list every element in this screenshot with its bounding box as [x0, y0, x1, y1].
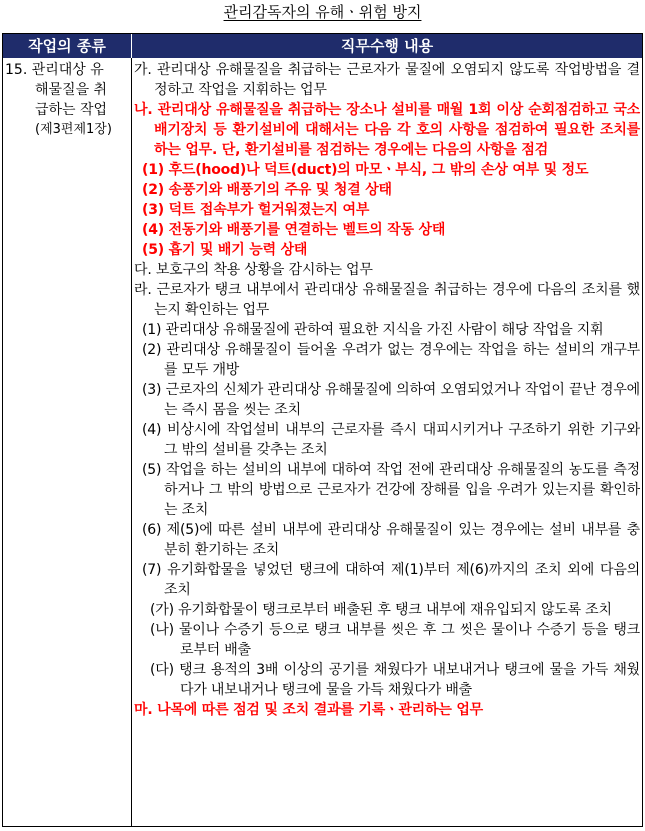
duty-subitem: (5) 작업을 하는 설비의 내부에 대하여 작업 전에 관리대상 유해물질의 농도를 측정하거나 그 밖의 방법으로 근로자가 건강에 장해를 입을 우려가 있는지를 확인하는 조치 — [142, 462, 640, 518]
work-type-line: 해물질을 취 — [35, 82, 108, 98]
duty-table — [2, 33, 643, 827]
duty-subsubitem: (가) 유기화합물이 탱크로부터 배출된 후 탱크 내부에 재유입되지 않도록 조치 — [150, 602, 612, 618]
duty-subitem-highlight: (1) 후드(hood)나 덕트(duct)의 마모ㆍ부식, 그 밖의 손상 여부 및 정도 — [142, 162, 589, 178]
column-divider — [131, 58, 132, 826]
duty-item: 가. 관리대상 유해물질을 취급하는 근로자가 물질에 오염되지 않도록 작업방법을 결정하고 작업을 지휘하는 업무 — [134, 62, 640, 98]
duty-subitem: (4) 비상시에 작업설비 내부의 근로자를 즉시 대피시키거나 구조하기 위한 기구와 그 밖의 설비를 갖추는 조치 — [142, 422, 640, 458]
duty-subitem: (6) 제(5)에 따른 설비 내부에 관리대상 유해물질이 있는 경우에는 설비 내부를 충분히 환기하는 조치 — [142, 522, 640, 558]
header-work-type: 작업의 종류 — [28, 37, 106, 55]
duty-subitem-highlight: (4) 전동기와 배풍기를 연결하는 벨트의 작동 상태 — [142, 222, 446, 238]
duty-item: 라. 근로자가 탱크 내부에서 관리대상 유해물질을 취급하는 경우에 다음의 조치를 했는지 확인하는 업무 — [134, 282, 640, 318]
header-duty-content: 직무수행 내용 — [131, 34, 642, 58]
work-type-line: 급하는 작업 — [35, 102, 108, 118]
work-type-line: 15. 관리대상 유 — [5, 62, 104, 78]
duty-subitem: (3) 근로자의 신체가 관리대상 유해물질에 의하여 오염되었거나 작업이 끝난 경우에는 즉시 몸을 씻는 조치 — [142, 382, 640, 418]
duty-subitem: (2) 관리대상 유해물질이 들어올 우려가 없는 경우에는 작업을 하는 설비의 개구부를 모두 개방 — [142, 342, 640, 378]
duty-subitem: (1) 관리대상 유해물질에 관하여 필요한 지식을 가진 사람이 해당 작업을 지휘 — [142, 322, 604, 338]
table-header — [3, 34, 642, 58]
duty-item-highlight: 나. 관리대상 유해물질을 취급하는 장소나 설비를 매월 1회 이상 순회점검하고 국소배기장치 등 환기설비에 대해서는 다음 각 호의 사항을 점검하여 필요한 조치를 하는 업무. 단, 환기설비를 점검하는 경우에는 다음의 사항을 점검 — [134, 102, 640, 158]
duty-subitem: (7) 유기화합물을 넣었던 탱크에 대하여 제(1)부터 제(6)까지의 조치 외에 다음의 조치 — [142, 562, 640, 598]
duty-subitem-highlight: (5) 흡기 및 배기 능력 상태 — [142, 242, 308, 258]
duty-subitem-highlight: (2) 송풍기와 배풍기의 주유 및 청결 상태 — [142, 182, 392, 198]
work-type-cell — [5, 60, 129, 140]
duty-subsubitem: (나) 물이나 수증기 등으로 탱크 내부를 씻은 후 그 씻은 물이나 수증기 등을 탱크로부터 배출 — [150, 622, 640, 658]
document-title — [0, 2, 645, 22]
duty-item-highlight: 마. 나목에 따른 점검 및 조치 결과를 기록ㆍ관리하는 업무 — [134, 702, 483, 718]
duty-subsubitem: (다) 탱크 용적의 3배 이상의 공기를 채웠다가 내보내거나 탱크에 물을 가득 채웠다가 내보내거나 탱크에 물을 가득 채웠다가 배출 — [150, 662, 640, 698]
duty-content-cell — [134, 60, 640, 720]
duty-item: 다. 보호구의 착용 상황을 감시하는 업무 — [134, 262, 373, 278]
title-text: 관리감독자의 유해ㆍ위험 방지 — [223, 3, 422, 21]
duty-subitem-highlight: (3) 덕트 접속부가 헐거워졌는지 여부 — [142, 202, 370, 218]
work-type-line: (제3편제1장) — [35, 122, 112, 137]
